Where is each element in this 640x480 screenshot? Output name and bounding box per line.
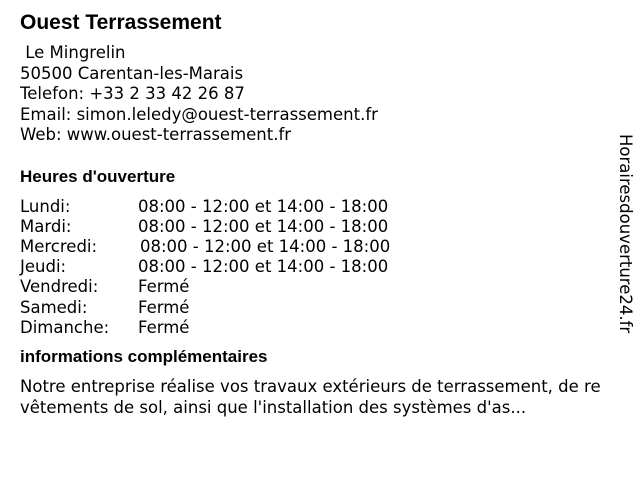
hours-time: 08:00 - 12:00 et 14:00 - 18:00 bbox=[140, 236, 391, 256]
info-title: informations complémentaires bbox=[20, 346, 268, 366]
hours-row-sunday bbox=[20, 318, 620, 338]
phone-line: Telefon: +33 2 33 42 26 87 bbox=[20, 84, 245, 103]
info-line-1: Notre entreprise réalise vos travaux extérieurs de terrassement, de re bbox=[20, 376, 601, 396]
hours-table bbox=[20, 197, 620, 338]
hours-day: Mercredi: bbox=[20, 236, 98, 256]
business-name: Ouest Terrassement bbox=[20, 11, 222, 34]
hours-day: Lundi: bbox=[20, 196, 71, 216]
address-line-1: Le Mingrelin bbox=[20, 43, 126, 62]
hours-row-thursday bbox=[20, 257, 620, 277]
hours-row-monday bbox=[20, 197, 620, 217]
hours-time: Fermé bbox=[138, 297, 190, 317]
hours-time: 08:00 - 12:00 et 14:00 - 18:00 bbox=[138, 196, 389, 216]
hours-row-wednesday bbox=[20, 237, 620, 257]
hours-time: Fermé bbox=[138, 277, 190, 297]
hours-day: Dimanche: bbox=[20, 317, 110, 337]
hours-day: Mardi: bbox=[20, 216, 72, 236]
web-line: Web: www.ouest-terrassement.fr bbox=[20, 125, 292, 144]
hours-title: Heures d'ouverture bbox=[20, 166, 176, 186]
watermark bbox=[612, 134, 636, 344]
watermark-text: Horairesdouverture24.fr bbox=[616, 134, 635, 334]
email-line: Email: simon.leledy@ouest-terrassement.fr bbox=[20, 104, 378, 124]
hours-day: Jeudi: bbox=[20, 257, 67, 277]
business-card bbox=[20, 10, 620, 418]
hours-time: 08:00 - 12:00 et 14:00 - 18:00 bbox=[138, 257, 389, 277]
info-description bbox=[20, 376, 630, 418]
hours-time: 08:00 - 12:00 et 14:00 - 18:00 bbox=[138, 216, 389, 236]
hours-day: Samedi: bbox=[20, 297, 88, 317]
hours-time: Fermé bbox=[138, 317, 190, 337]
hours-row-saturday bbox=[20, 298, 620, 318]
info-line-2: vêtements de sol, ainsi que l'installation des systèmes d'as... bbox=[20, 397, 527, 417]
address-line-2: 50500 Carentan-les-Marais bbox=[20, 63, 244, 83]
hours-row-friday bbox=[20, 277, 620, 297]
contact-block bbox=[20, 43, 620, 146]
hours-day: Vendredi: bbox=[20, 277, 99, 297]
hours-row-tuesday bbox=[20, 217, 620, 237]
